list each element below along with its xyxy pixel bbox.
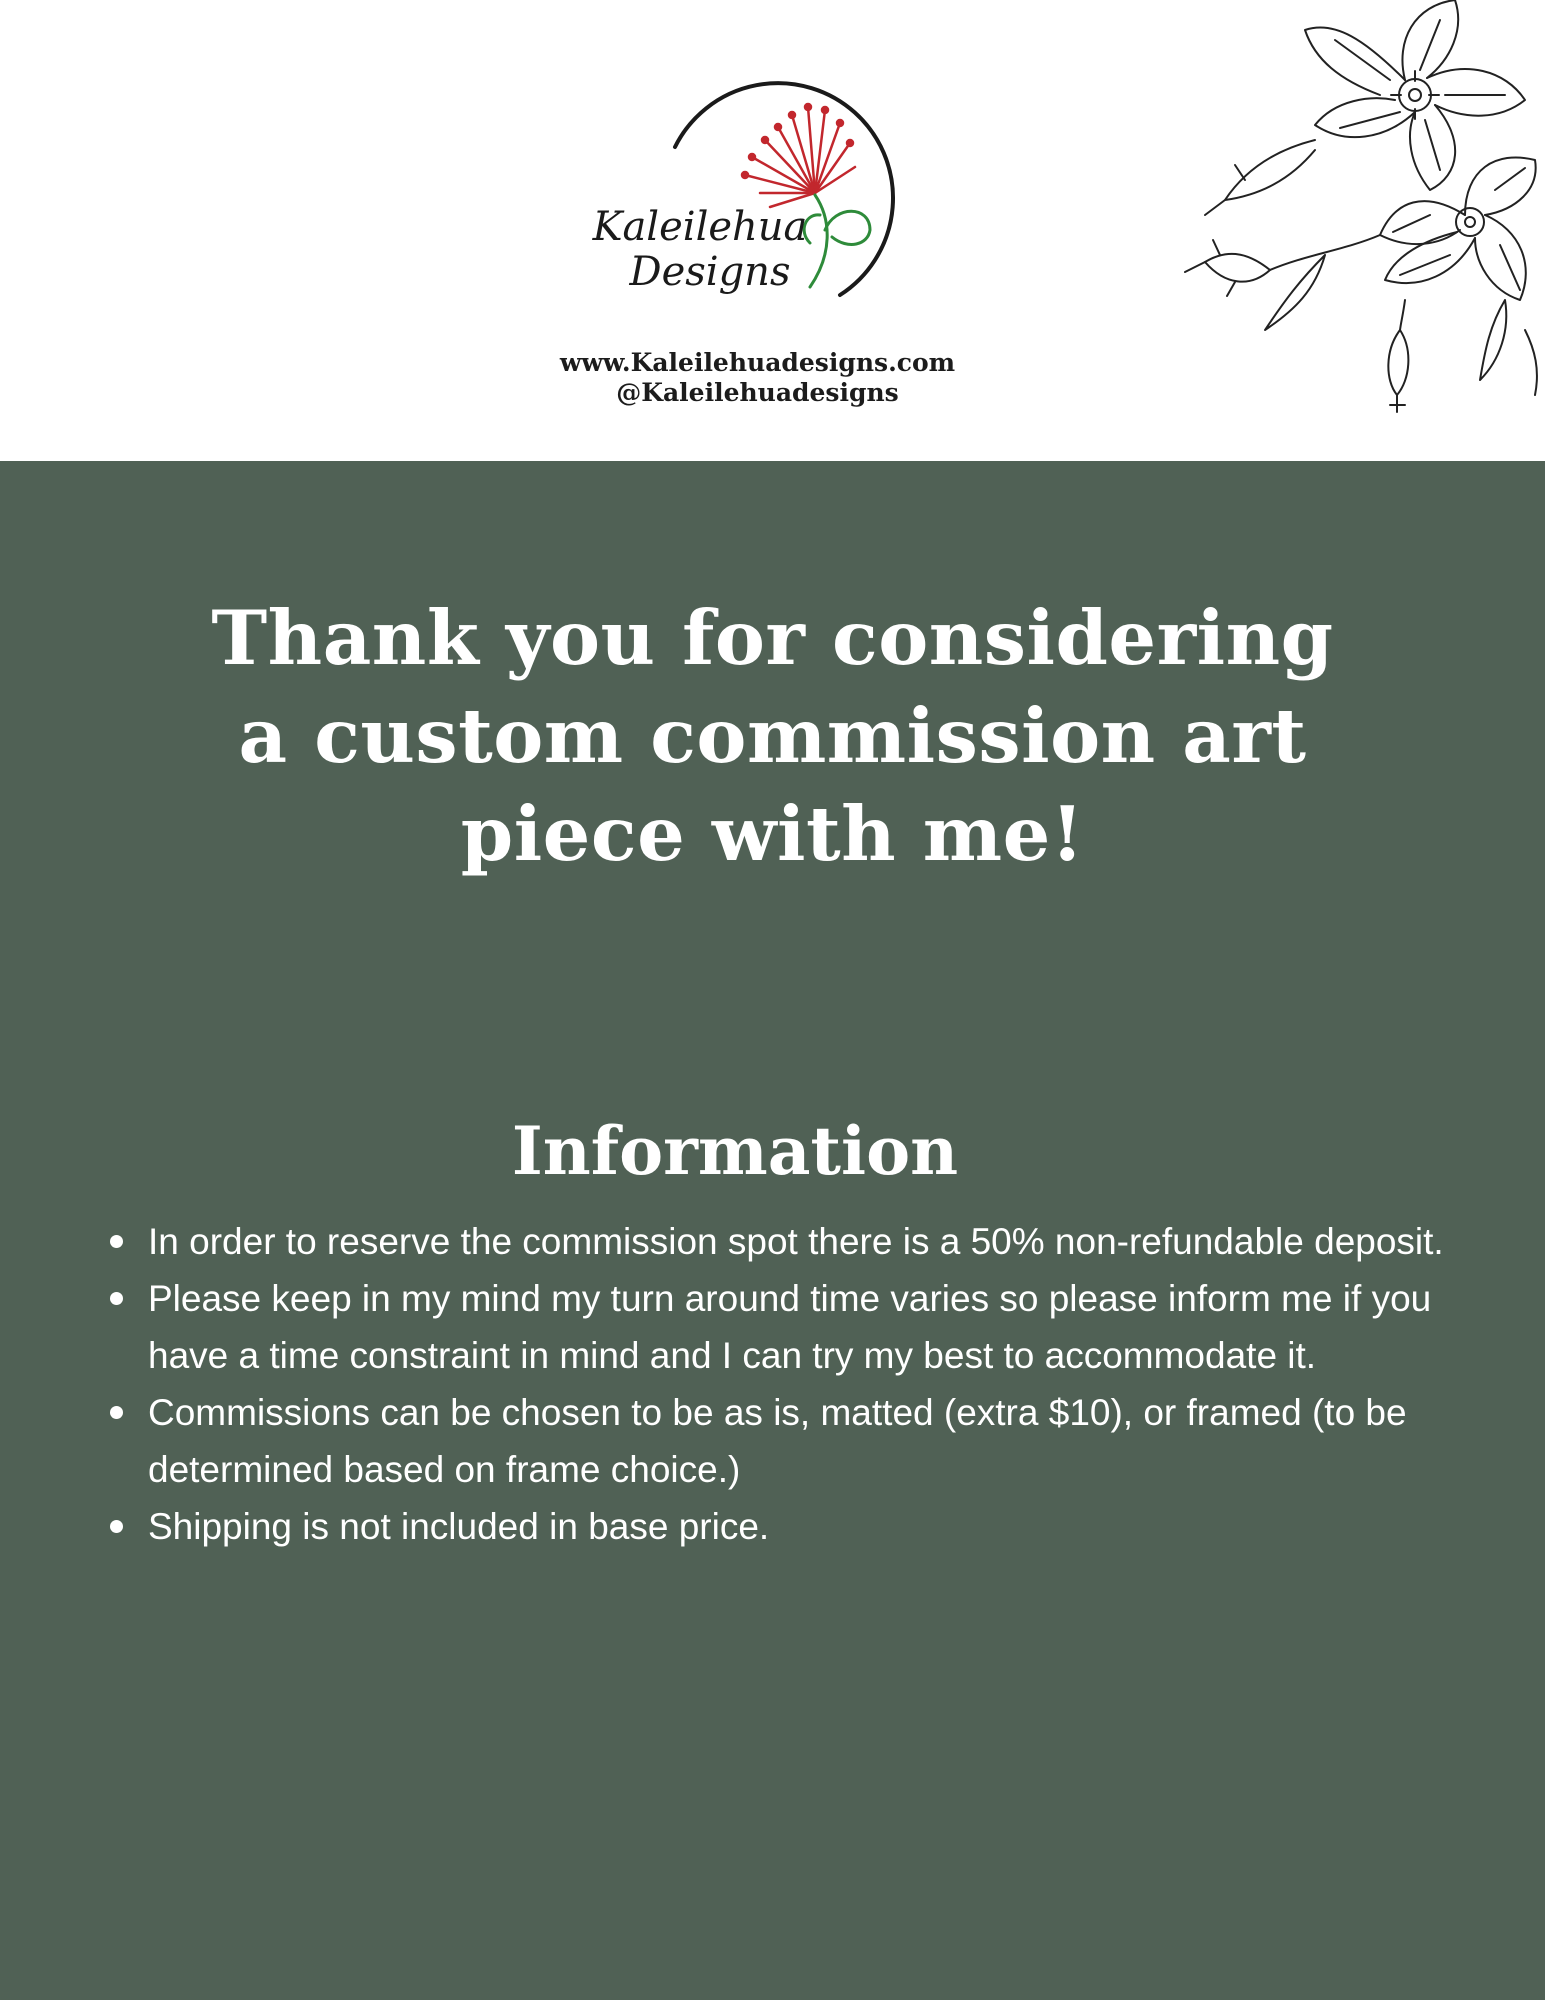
- info-list: [108, 1213, 1468, 1555]
- logo-wordmark-line1: Kaleilehua: [592, 204, 808, 250]
- hibiscus-line-art-icon: [1165, 0, 1545, 420]
- info-item-shipping: [108, 1498, 1468, 1555]
- bullet-icon: [110, 1520, 123, 1533]
- headline: Thank you for considering a custom commission art piece with me!: [211, 594, 1334, 878]
- info-item-text: Please keep in my mind my turn around time varies so please inform me if you have a time constraint in mind and I can try my best to accommodate it.: [148, 1278, 1432, 1376]
- bullet-icon: [110, 1406, 123, 1419]
- bullet-icon: [110, 1292, 123, 1305]
- website-text: www.Kaleilehuadesigns.com: [559, 348, 956, 377]
- brand-logo: [570, 55, 950, 305]
- info-item-deposit: [108, 1213, 1468, 1270]
- info-section-title: Information: [511, 1112, 959, 1190]
- header: [0, 0, 1545, 461]
- info-item-text: In order to reserve the commission spot there is a 50% non-refundable deposit.: [148, 1221, 1444, 1262]
- info-item-text: Commissions can be chosen to be as is, matted (extra $10), or framed (to be determined based on frame choice.): [148, 1392, 1407, 1490]
- info-item-text: Shipping is not included in base price.: [148, 1506, 770, 1547]
- bullet-icon: [110, 1235, 123, 1248]
- lehua-flower-icon: [742, 104, 855, 207]
- info-panel: [0, 461, 1545, 2000]
- logo-wordmark-line2: Designs: [629, 249, 791, 295]
- stem-icon: [804, 195, 870, 287]
- info-item-framing: [108, 1384, 1468, 1498]
- info-item-turnaround: [108, 1270, 1468, 1384]
- social-handle-text: @Kaleilehuadesigns: [616, 378, 899, 407]
